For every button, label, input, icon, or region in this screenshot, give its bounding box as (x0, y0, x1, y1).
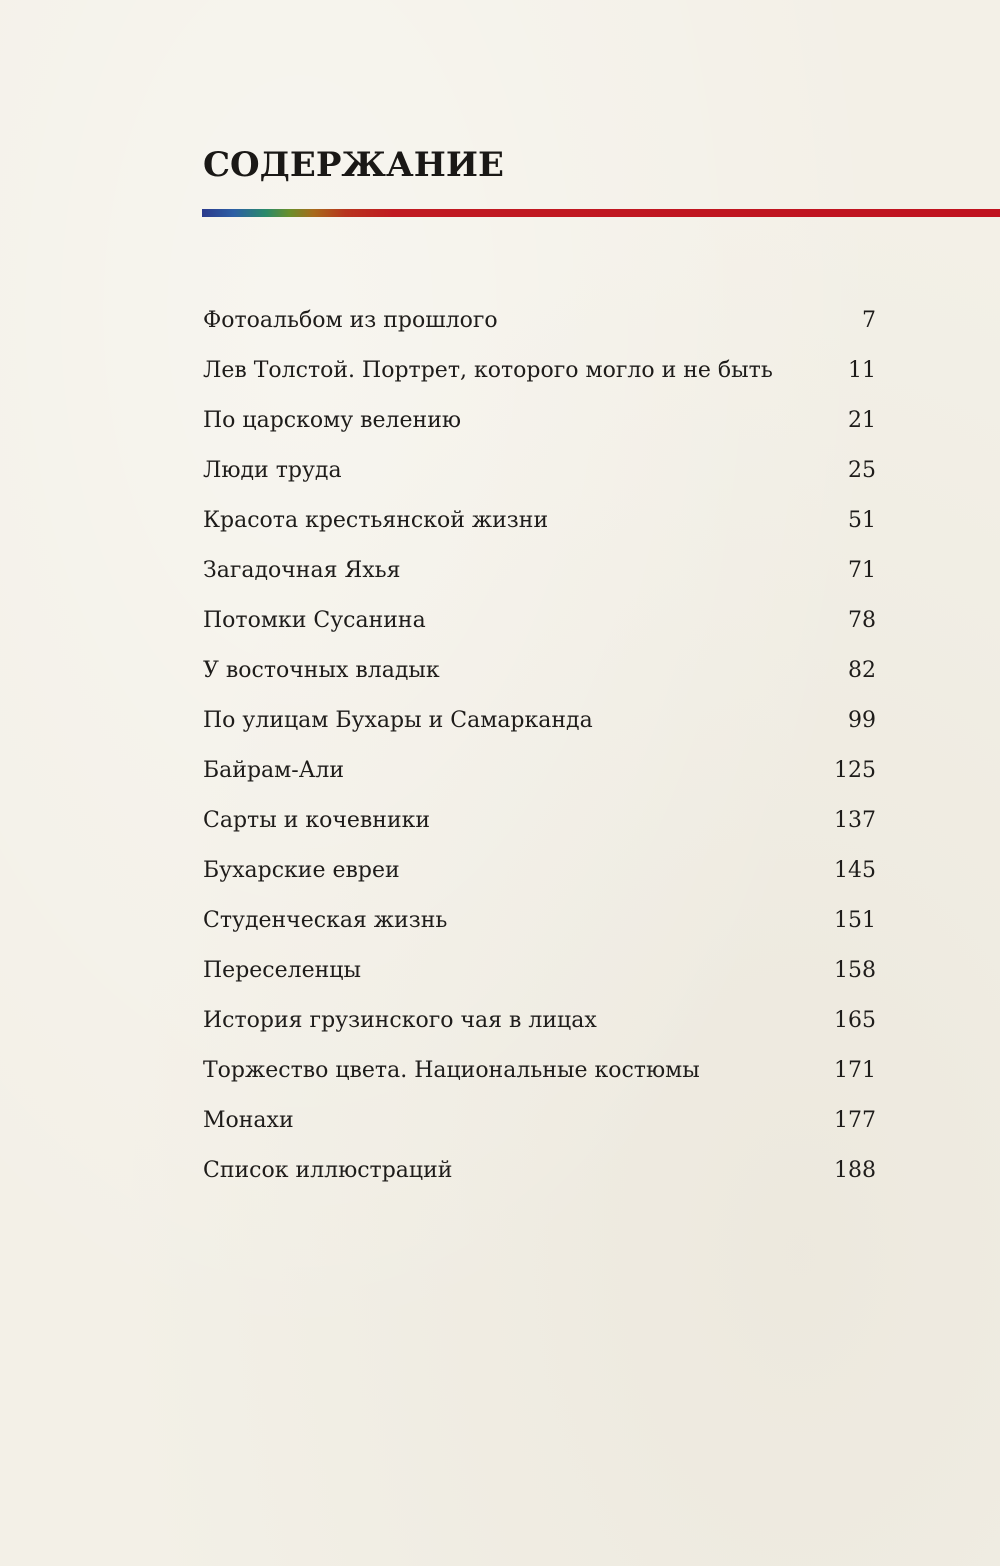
toc-page-number: 99 (848, 708, 876, 733)
toc-row (203, 996, 876, 1046)
toc-row (203, 596, 876, 646)
toc-title: Сарты и кочевники (203, 808, 431, 833)
toc-row (203, 346, 876, 396)
toc-row (203, 546, 876, 596)
toc-page-number: 188 (834, 1158, 876, 1183)
toc-page-number: 177 (834, 1108, 876, 1133)
toc-page-number: 137 (834, 808, 876, 833)
toc-page-number: 21 (848, 408, 876, 433)
toc-title: Переселенцы (203, 958, 361, 983)
toc-title: По улицам Бухары и Самарканда (203, 708, 593, 733)
toc-title: Фотоальбом из прошлого (203, 308, 498, 333)
toc-page-number: 25 (848, 458, 876, 483)
toc-page-number: 125 (834, 758, 876, 783)
toc-title: Студенческая жизнь (203, 908, 448, 933)
toc-row (203, 896, 876, 946)
toc-row (203, 746, 876, 796)
toc-title: Загадочная Яхья (203, 558, 401, 583)
toc-title: Список иллюстраций (203, 1158, 453, 1183)
toc-title: Торжество цвета. Национальные костюмы (203, 1058, 700, 1083)
toc-page-number: 151 (834, 908, 876, 933)
toc-row (203, 1146, 876, 1196)
toc-page-number: 51 (848, 508, 876, 533)
toc-title: У восточных владык (203, 658, 440, 683)
toc-row (203, 1046, 876, 1096)
toc-title: Потомки Сусанина (203, 608, 426, 633)
page-title: СОДЕРЖАНИЕ (203, 145, 504, 185)
toc-page-number: 158 (834, 958, 876, 983)
toc-page-number: 145 (834, 858, 876, 883)
toc-page-number: 171 (834, 1058, 876, 1083)
toc-row (203, 696, 876, 746)
toc-title: Бухарские евреи (203, 858, 400, 883)
toc-title: Монахи (203, 1108, 294, 1133)
toc-title: Лев Толстой. Портрет, которого могло и не быть (203, 358, 773, 383)
toc-row (203, 646, 876, 696)
toc-title: По царскому велению (203, 408, 462, 433)
toc-title: Байрам-Али (203, 758, 344, 783)
toc-page-number: 11 (848, 358, 876, 383)
toc-row (203, 846, 876, 896)
toc-title: Люди труда (203, 458, 342, 483)
toc-title: Красота крестьянской жизни (203, 508, 549, 533)
toc-page-number: 82 (848, 658, 876, 683)
toc-row (203, 496, 876, 546)
toc-page-number: 165 (834, 1008, 876, 1033)
toc-page-number: 71 (848, 558, 876, 583)
toc-row (203, 946, 876, 996)
toc-row (203, 446, 876, 496)
toc-title: История грузинского чая в лицах (203, 1008, 597, 1033)
toc-row (203, 1096, 876, 1146)
table-of-contents (203, 296, 876, 1196)
toc-page-number: 7 (862, 308, 876, 333)
heading-underline (202, 209, 1000, 217)
toc-row (203, 796, 876, 846)
toc-row (203, 296, 876, 346)
toc-page-number: 78 (848, 608, 876, 633)
toc-row (203, 396, 876, 446)
